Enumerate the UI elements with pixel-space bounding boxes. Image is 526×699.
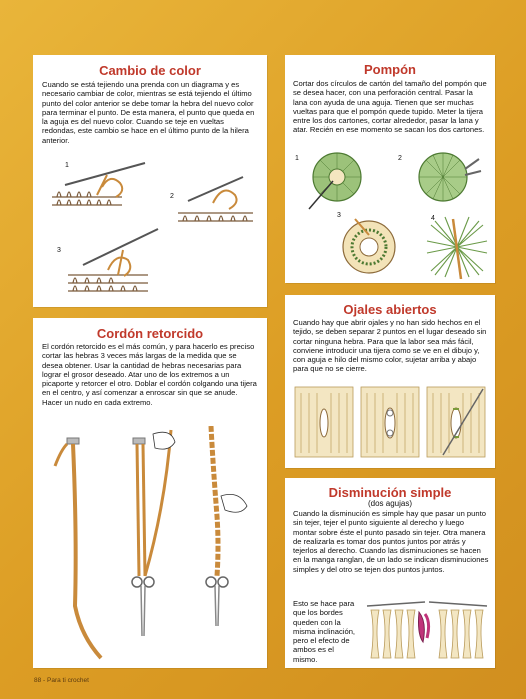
cambio-illustration-3	[63, 225, 163, 300]
pompon-step-1: 1	[295, 155, 299, 162]
cambio-title: Cambio de color	[99, 63, 201, 78]
panel-cambio-de-color	[33, 55, 267, 307]
cambio-text: Cuando se está tejiendo una prenda con un diagrama y es necesario cambiar de color, mientras se está tejiendo el último punto del color anterior se debe tomar la hebra del nuevo color para terminar el punto. De esta manera, el punto que queda en la aguja es del nuevo color. Cuando se teje en vueltas redondas, este cambio se hace en el último punto de la hilera anterior.	[42, 80, 255, 145]
cordon-illustration	[41, 426, 261, 662]
pompon-illustration-1	[299, 151, 379, 213]
panel-cordon-retorcido	[33, 318, 267, 668]
disminucion-subtitle: (dos agujas)	[367, 499, 413, 508]
page-footer: 88 - Para ti crochet	[34, 677, 89, 684]
cambio-step-1: 1	[65, 162, 69, 169]
panel-ojales-abiertos	[285, 295, 495, 468]
pompon-step-3: 3	[337, 212, 341, 219]
ojales-illustration	[293, 383, 489, 461]
panel-pompon	[285, 55, 495, 283]
cambio-illustration-1	[47, 155, 157, 215]
disminucion-illustration	[365, 600, 489, 662]
pompon-step-4: 4	[431, 215, 435, 222]
disminucion-text-top: Cuando la disminución es simple hay que pasar un punto sin tejer, tejer el punto siguiente al derecho y luego montar sobre éste el punto pasado sin tejer. Otra manera de realizarla es tomar dos puntos juntos por atrás y tejerlos al derecho. Cuando las disminuciones se hacen en la manga ranglan, de un lado se indican disminuciones simples y del otro se tejen dos puntos juntos.	[293, 509, 489, 574]
ojales-text: Cuando hay que abrir ojales y no han sido hechos en el tejido, se deben separar 2 puntos en el lugar deseado sin cortar ninguna hebra. Para que la labor sea más fácil, conviene introducir una tijera como se ve en el dibujo y, con aguja e hilo del mismo color, sujetar arriba y abajo para que no se cierre.	[293, 318, 487, 374]
disminucion-title: Disminución simple	[328, 485, 452, 500]
cordon-text: El cordón retorcido es el más común, y para hacerlo es preciso cortar las hebras 3 veces más largas de la medida que se desea obtener. Usar la cantidad de hebras necesarias para lograr el grosor deseado. Atar uno de los extremos a un picaporte y retorcer el otro. Doblar el cordón colgando una tijera en el centro, y así comenzar a enroscar sin que se anude. Hacer un nudo en cada extremo.	[42, 342, 257, 407]
ojales-title: Ojales abiertos	[343, 302, 437, 317]
pompon-illustration-3	[335, 213, 405, 277]
pompon-illustration-4	[425, 215, 489, 279]
pompon-title: Pompón	[364, 62, 416, 77]
pompon-step-2: 2	[398, 155, 402, 162]
cambio-step-2: 2	[170, 193, 174, 200]
panel-disminucion-simple	[285, 478, 495, 668]
disminucion-text-bottom: Esto se hace para que los bordes queden con la misma inclinación, pero el efecto de ambos es el mismo.	[293, 599, 356, 664]
pompon-text: Cortar dos círculos de cartón del tamaño del pompón que se desea hacer, con una perforación central. Pasar la lana con ayuda de una aguja. Tienen que ser muchas vueltas para que el pompón quede tupido. Meter la tijera entre los dos cartones, cortar alrededor, pasar la lana y atar. Recién en ese momento se sacan los dos cartones.	[293, 79, 487, 135]
cordon-title: Cordón retorcido	[96, 326, 204, 341]
cambio-step-3: 3	[57, 247, 61, 254]
cambio-illustration-2	[173, 173, 263, 228]
pompon-illustration-2	[403, 149, 483, 211]
